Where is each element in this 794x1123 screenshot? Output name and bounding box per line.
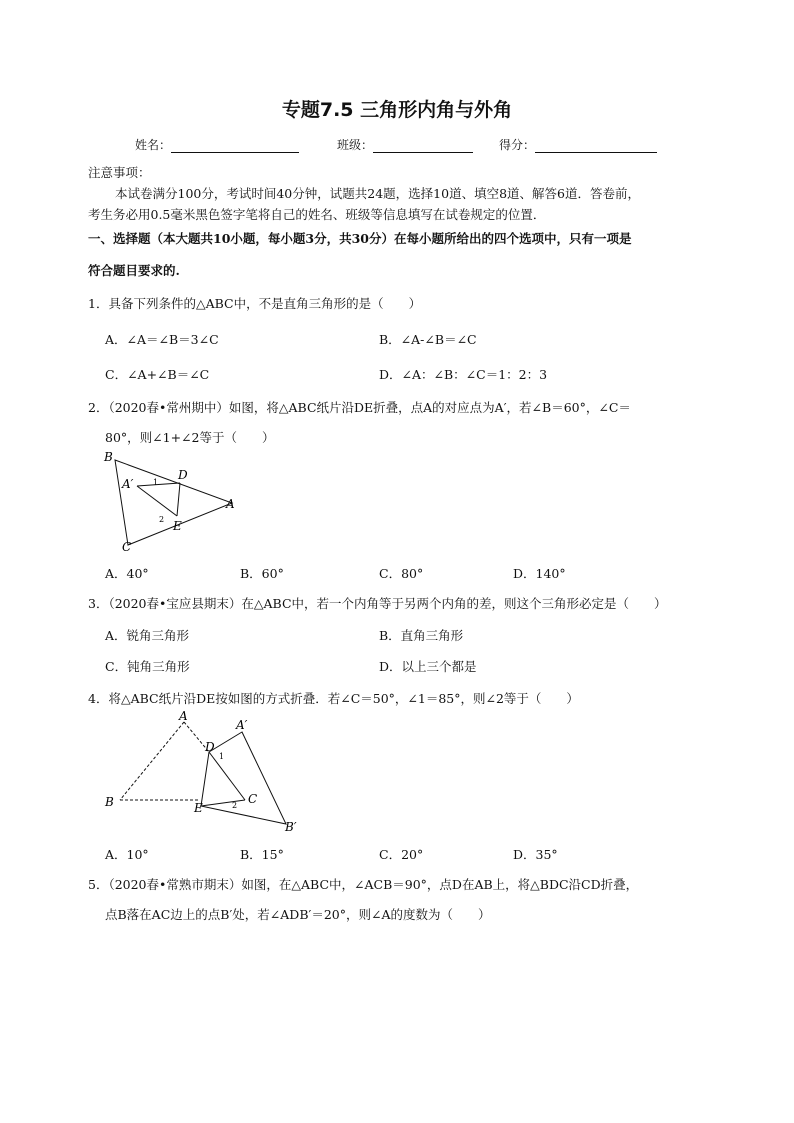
- q1-option-c[interactable]: C．∠A+∠B＝∠C: [105, 367, 210, 382]
- q2-angle-1: 1: [153, 478, 159, 487]
- q4-label-d: D: [205, 740, 215, 754]
- q4-segment-dc: [209, 752, 245, 800]
- q4-option-c[interactable]: C．20°: [379, 847, 424, 862]
- q2-figure: [100, 448, 250, 556]
- section-heading-1: 一、选择题（本大题共10小题，每小题3分，共30分）在每小题所给出的四个选项中，只有一项是: [88, 231, 632, 246]
- class-field[interactable]: [337, 136, 473, 153]
- name-label: 姓名：: [135, 138, 172, 152]
- q2-label-d: D: [178, 468, 188, 482]
- q2-label-b: B: [104, 450, 113, 464]
- page-title: 专题7.5 三角形内角与外角: [281, 99, 513, 121]
- q4-label-b: B: [105, 795, 114, 809]
- section-heading-2: 符合题目要求的.: [88, 263, 180, 278]
- q2-stem-1: 2．（2020春•常州期中）如图，将△ABC纸片沿DE折叠，点A的对应点为A′，若∠B＝60°，∠C＝: [88, 400, 631, 415]
- score-field[interactable]: [499, 136, 657, 153]
- q4-figure: [100, 708, 305, 838]
- q2-label-a: A: [226, 497, 235, 511]
- score-label: 得分：: [499, 138, 536, 152]
- q2-fold-line-de: [177, 483, 180, 516]
- q4-label-a: A: [179, 709, 188, 723]
- class-label: 班级：: [337, 138, 374, 152]
- q2-option-a[interactable]: A．40°: [105, 566, 149, 581]
- q4-dashed-ab: [120, 722, 184, 800]
- q3-stem: 3．（2020春•宝应县期末）在△ABC中，若一个内角等于另两个内角的差，则这个三角形必定是（ ）: [88, 596, 667, 611]
- q4-angle-1: 1: [219, 752, 225, 761]
- q4-label-c: C: [248, 792, 258, 806]
- q2-label-c: C: [122, 540, 132, 554]
- q4-segment-ec: [201, 800, 245, 806]
- q1-stem: 1．具备下列条件的△ABC中，不是直角三角形的是（ ）: [88, 296, 422, 311]
- q4-angle-2: 2: [232, 801, 238, 810]
- q2-label-a1: A′: [122, 477, 134, 491]
- q3-option-c[interactable]: C．钝角三角形: [105, 659, 190, 674]
- q1-option-a[interactable]: A．∠A＝∠B＝3∠C: [105, 332, 219, 347]
- notice-line-2: 考生务必用0.5毫米黑色签字笔将自己的姓名、班级等信息填写在试卷规定的位置．: [88, 207, 546, 222]
- name-field[interactable]: [135, 136, 299, 153]
- q5-stem-1: 5．（2020春•常熟市期末）如图，在△ABC中，∠ACB＝90°，点D在AB上，将△BDC沿CD折叠，: [88, 877, 639, 892]
- q4-stem: 4．将△ABC纸片沿DE按如图的方式折叠．若∠C＝50°，∠1＝85°，则∠2等于（ ）: [88, 691, 579, 706]
- q2-segment-a1d: [137, 483, 180, 486]
- notice-heading: 注意事项：: [88, 165, 151, 180]
- q3-option-b[interactable]: B．直角三角形: [379, 628, 464, 643]
- q2-stem-2: 80°，则∠1+∠2等于（ ）: [105, 430, 275, 445]
- q4-label-a1: A′: [236, 718, 248, 732]
- q1-option-d[interactable]: D．∠A：∠B：∠C＝1：2：3: [379, 367, 548, 382]
- q4-option-d[interactable]: D．35°: [513, 847, 558, 862]
- class-blank[interactable]: [373, 138, 473, 153]
- score-blank[interactable]: [535, 138, 657, 153]
- q2-segment-a1e: [137, 486, 177, 516]
- name-blank[interactable]: [171, 138, 299, 153]
- q4-label-e: E: [194, 801, 203, 815]
- q3-option-a[interactable]: A．锐角三角形: [105, 628, 190, 643]
- q4-option-a[interactable]: A．10°: [105, 847, 149, 862]
- notice-line-1: 本试卷满分100分，考试时间40分钟，试题共24题，选择10道、填空8道、解答6道．答卷前，: [115, 186, 640, 201]
- q1-option-b[interactable]: B．∠A-∠B＝∠C: [379, 332, 477, 347]
- q2-angle-2: 2: [159, 515, 165, 524]
- q5-stem-2: 点B落在AC边上的点B′处，若∠ADB′＝20°，则∠A的度数为（ ）: [105, 907, 491, 922]
- q3-option-d[interactable]: D．以上三个都是: [379, 659, 477, 674]
- q2-label-e: E: [173, 519, 182, 533]
- q2-option-c[interactable]: C．80°: [379, 566, 424, 581]
- q4-label-b1: B′: [285, 820, 297, 834]
- q2-option-d[interactable]: D．140°: [513, 566, 566, 581]
- q2-option-b[interactable]: B．60°: [240, 566, 284, 581]
- q4-option-b[interactable]: B．15°: [240, 847, 284, 862]
